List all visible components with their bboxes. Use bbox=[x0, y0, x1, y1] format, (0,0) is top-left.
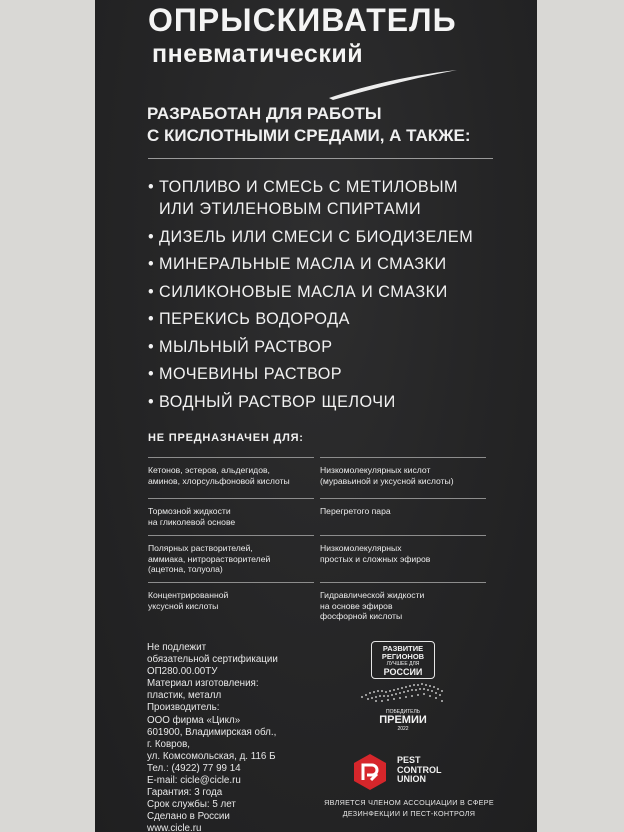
bullet-icon: • bbox=[148, 392, 155, 411]
table-cell: Полярных растворителей, аммиака, нитрорастворителей (ацетона, толуола) bbox=[148, 535, 314, 582]
manufacturer-info: Не подлежит обязательной сертификации ОП280.00.00ТУ Материал изготовления: пластик, металл Производитель: ООО фирма «Цикл» 601900, Владимирская обл., г. Ковров, ул. Комсомольская, д. 116 Б Тел.: (4922) 77 99 14 E-mail: cicle@cicle.ru Гарантия: 3 года Срок службы: 5 лет Сделано в России www.cicle.ru bbox=[147, 642, 278, 832]
award-badge bbox=[353, 637, 453, 749]
table-cell: Концентрированной уксусной кислоты bbox=[148, 582, 314, 618]
bullet-icon: • bbox=[148, 282, 155, 301]
bullet-icon: • bbox=[148, 227, 155, 246]
not-intended-heading: НЕ ПРЕДНАЗНАЧЕН ДЛЯ: bbox=[148, 432, 304, 444]
not-intended-right-column bbox=[320, 457, 486, 621]
table-cell: Гидравлической жидкости на основе эфиров фосфорной кислоты bbox=[320, 582, 486, 618]
pcu-logo-text: PEST CONTROL UNION bbox=[397, 755, 442, 784]
bullet-icon: • bbox=[148, 337, 155, 356]
intro-line-1: РАЗРАБОТАН ДЛЯ РАБОТЫ bbox=[147, 104, 382, 123]
intro-heading bbox=[147, 103, 471, 147]
bullet-icon: • bbox=[148, 255, 155, 273]
list-item: • МИНЕРАЛЬНЫЕ МАСЛА И СМАЗКИ bbox=[148, 255, 447, 273]
intro-line-2: С КИСЛОТНЫМИ СРЕДАМИ, А ТАКЖЕ: bbox=[147, 126, 471, 145]
award-winner-text: ПОБЕДИТЕЛЬ ПРЕМИИ 2022 bbox=[379, 709, 427, 732]
pcu-emblem-icon bbox=[351, 752, 389, 792]
bullet-icon: • bbox=[148, 365, 155, 383]
table-cell: Низкомолекулярных кислот (муравьиной и уксусной кислоты) bbox=[320, 457, 486, 498]
pest-control-union-logo bbox=[351, 752, 442, 797]
product-subtitle: пневматический bbox=[152, 40, 364, 68]
package-panel bbox=[95, 0, 537, 832]
russia-map-icon bbox=[356, 677, 450, 709]
list-item: • ПЕРЕКИСЬ ВОДОРОДА bbox=[148, 310, 350, 328]
suitable-list bbox=[148, 176, 473, 418]
product-title: ОПРЫСКИВАТЕЛЬ bbox=[148, 2, 457, 38]
divider bbox=[148, 158, 493, 159]
list-item: • СИЛИКОНОВЫЕ МАСЛА И СМАЗКИ bbox=[148, 282, 448, 301]
table-cell: Перегретого пара bbox=[320, 498, 486, 535]
table-cell: Тормозной жидкости на гликолевой основе bbox=[148, 498, 314, 535]
list-item: • МОЧЕВИНЫ РАСТВОР bbox=[148, 365, 343, 383]
table-cell: Низкомолекулярных простых и сложных эфиров bbox=[320, 535, 486, 582]
award-badge-frame: РАЗВИТИЕ РЕГИОНОВ ЛУЧШЕЕ ДЛЯ РОССИИ bbox=[371, 641, 435, 679]
bullet-icon: • bbox=[148, 178, 155, 196]
list-item: • ДИЗЕЛЬ ИЛИ СМЕСИ С БИОДИЗЕЛЕМ bbox=[148, 227, 474, 246]
association-note: ЯВЛЯЕТСЯ ЧЛЕНОМ АССОЦИАЦИИ В СФЕРЕ ДЕЗИНФЕКЦИИ И ПЕСТ-КОНТРОЛЯ bbox=[324, 798, 494, 818]
table-cell: Кетонов, эстеров, альдегидов, аминов, хлорсульфоновой кислоты bbox=[148, 457, 314, 498]
swoosh-decoration bbox=[325, 68, 465, 102]
list-item: • МЫЛЬНЫЙ РАСТВОР bbox=[148, 337, 333, 356]
list-item: • ВОДНЫЙ РАСТВОР ЩЕЛОЧИ bbox=[148, 392, 396, 411]
bullet-icon: • bbox=[148, 310, 155, 328]
list-item: • ТОПЛИВО И СМЕСЬ С МЕТИЛОВЫМ ИЛИ ЭТИЛЕНОВЫМ СПИРТАМИ bbox=[148, 178, 459, 218]
not-intended-left-column bbox=[148, 457, 314, 618]
